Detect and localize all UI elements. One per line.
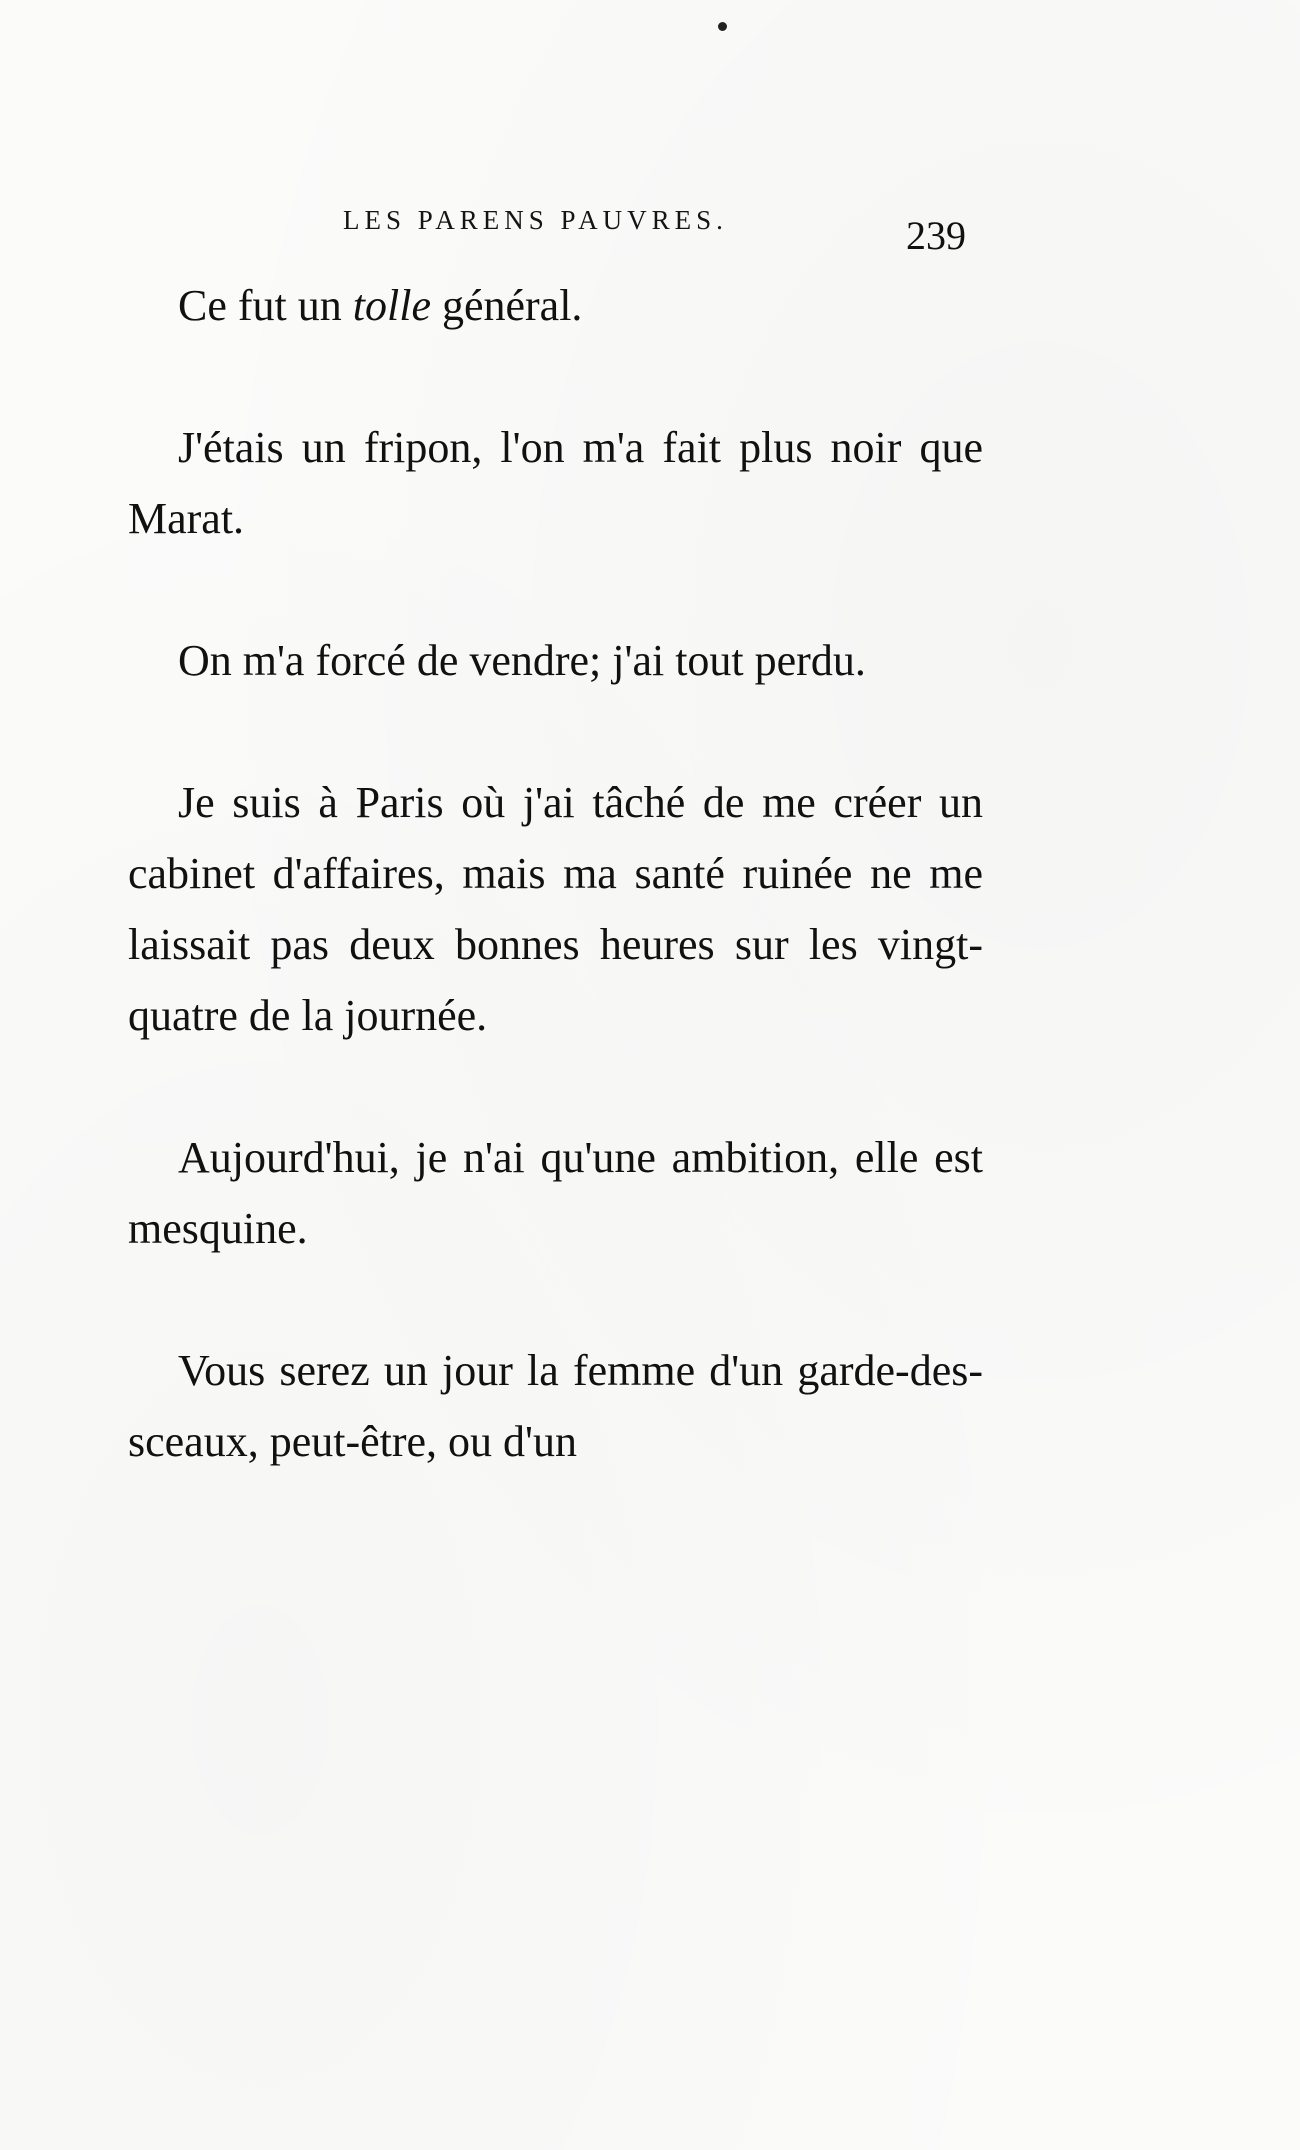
paragraph-1-italic-word: tolle [352, 281, 431, 330]
paragraph-3 [128, 625, 983, 696]
paragraph-6-text: Vous serez un jour la femme d'un garde-des-sceaux, peut-être, ou d'un [128, 1346, 983, 1466]
paragraph-3-text: On m'a forcé de vendre; j'ai tout perdu. [178, 636, 866, 685]
page-number: 239 [906, 213, 966, 258]
paragraph-2-text: J'étais un fripon, l'on m'a fait plus noir que Marat. [128, 423, 983, 543]
body-text [128, 270, 983, 1477]
ink-dot-mark [718, 22, 727, 31]
paragraph-1-start: Ce fut un [178, 281, 353, 330]
running-head-title: LES PARENS PAUVRES. [343, 205, 728, 235]
paragraph-1 [128, 270, 983, 341]
paragraph-1-end: général. [430, 281, 583, 330]
paragraph-5 [128, 1122, 983, 1264]
paragraph-4-text: Je suis à Paris où j'ai tâché de me créer un cabinet d'affaires, mais ma santé ruinée ne me laissait pas deux bonnes heures sur les vingt-quatre de la journée. [128, 778, 983, 1040]
paragraph-6 [128, 1335, 983, 1477]
paragraph-5-text: Aujourd'hui, je n'ai qu'une ambition, elle est mesquine. [128, 1133, 983, 1253]
paragraph-2 [128, 412, 983, 554]
paragraph-4 [128, 767, 983, 1051]
